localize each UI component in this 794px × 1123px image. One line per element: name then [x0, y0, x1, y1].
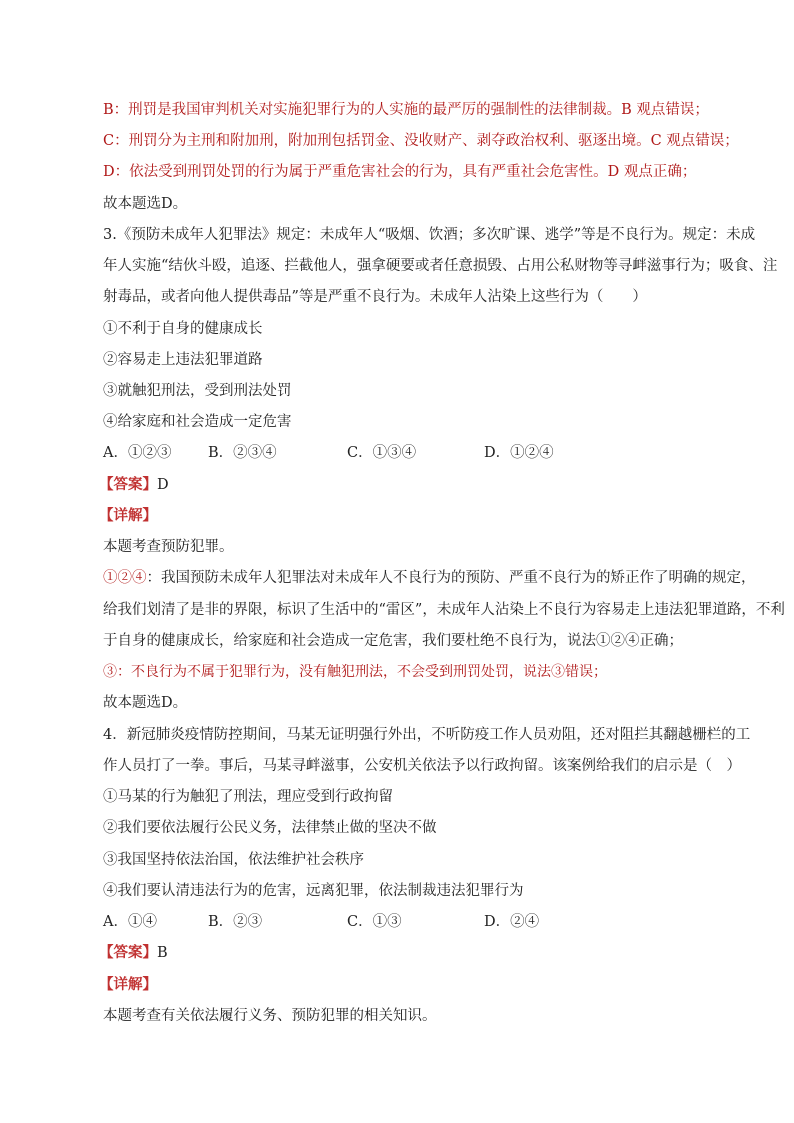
q3-analysis-line-2: 给我们划清了是非的界限，标识了生活中的“雷区”，未成年人沾染上不良行为容易走上违法犯罪道路，不利	[103, 602, 785, 618]
q3-analysis-line-3: 于自身的健康成长，给家庭和社会造成一定危害，我们要杜绝不良行为，说法①②④正确；	[103, 633, 683, 649]
q3-conclusion: 故本题选D。	[103, 695, 188, 711]
q3-detail-heading	[99, 506, 719, 526]
q4-detail-heading	[99, 975, 719, 995]
q3-analysis-line-1: ①②④：我国预防未成年人犯罪法对未成年人不良行为的预防、严重不良行为的矫正作了明确的规定，	[103, 570, 756, 586]
q2-option-c-explanation: C：刑罚分为主刑和附加刑，附加刑包括罚金、没收财产、剥夺政治权利、驱逐出境。C 观点错误；	[103, 133, 739, 149]
q4-item-2: ②我们要依法履行公民义务，法律禁止做的坚决不做	[103, 820, 437, 836]
q3-item-3: ③就触犯刑法，受到刑法处罚	[103, 383, 292, 399]
answer-label: 【答案】	[99, 476, 157, 493]
q3-option-d: D．①②④	[484, 445, 554, 461]
q4-option-a: A．①④	[103, 914, 157, 930]
q3-stem-line-1: 3.《预防未成年人犯罪法》规定：未成年人“吸烟、饮酒；多次旷课、逃学”等是不良行为。规定：未成	[103, 227, 756, 243]
q3-topic: 本题考查预防犯罪。	[103, 539, 234, 555]
q4-item-3: ③我国坚持依法治国，依法维护社会秩序	[103, 852, 364, 868]
answer-label: 【答案】	[99, 944, 157, 961]
q4-stem-line-1: 4．新冠肺炎疫情防控期间，马某无证明强行外出，不听防疫工作人员劝阻，还对阻拦其翻越栅栏的工	[103, 727, 751, 743]
q3-option-b: B．②③④	[208, 445, 277, 461]
q4-item-1: ①马某的行为触犯了刑法，理应受到行政拘留	[103, 789, 393, 805]
detail-label: 【详解】	[99, 507, 157, 524]
q2-option-d-explanation: D：依法受到刑罚处罚的行为属于严重危害社会的行为，具有严重社会危害性。D 观点正确；	[103, 164, 697, 180]
q4-answer	[99, 943, 719, 963]
answer-value: B	[157, 945, 168, 961]
q3-option-a: A．①②③	[103, 445, 172, 461]
analysis-prefix: ①②④	[103, 570, 147, 586]
q3-item-2: ②容易走上违法犯罪道路	[103, 352, 263, 368]
q4-option-c: C．①③	[347, 914, 402, 930]
q2-option-b-explanation: B：刑罚是我国审判机关对实施犯罪行为的人实施的最严厉的强制性的法律制裁。B 观点错误；	[103, 102, 709, 118]
q3-answer	[99, 475, 719, 495]
q4-option-d: D．②④	[484, 914, 540, 930]
q3-stem-line-3: 射毒品，或者向他人提供毒品”等是严重不良行为。未成年人沾染上这些行为（ ）	[103, 289, 647, 305]
q4-stem-line-2: 作人员打了一拳。事后，马某寻衅滋事，公安机关依法予以行政拘留。该案例给我们的启示是（ ）	[103, 758, 741, 774]
q3-item-1: ①不利于自身的健康成长	[103, 321, 263, 337]
q3-wrong-statement: ③：不良行为不属于犯罪行为，没有触犯刑法，不会受到刑罚处罚，说法③错误；	[103, 664, 607, 680]
q2-conclusion: 故本题选D。	[103, 196, 188, 212]
q4-option-b: B．②③	[208, 914, 263, 930]
q4-topic: 本题考查有关依法履行义务、预防犯罪的相关知识。	[103, 1008, 437, 1024]
q4-item-4: ④我们要认清违法行为的危害，远离犯罪，依法制裁违法犯罪行为	[103, 883, 524, 899]
answer-value: D	[157, 477, 169, 493]
detail-label: 【详解】	[99, 976, 157, 993]
q3-option-c: C．①③④	[347, 445, 417, 461]
q3-stem-line-2: 年人实施“结伙斗殴，追逐、拦截他人，强拿硬要或者任意损毁、占用公私财物等寻衅滋事行为；吸食、注	[103, 258, 778, 274]
q3-item-4: ④给家庭和社会造成一定危害	[103, 414, 292, 430]
